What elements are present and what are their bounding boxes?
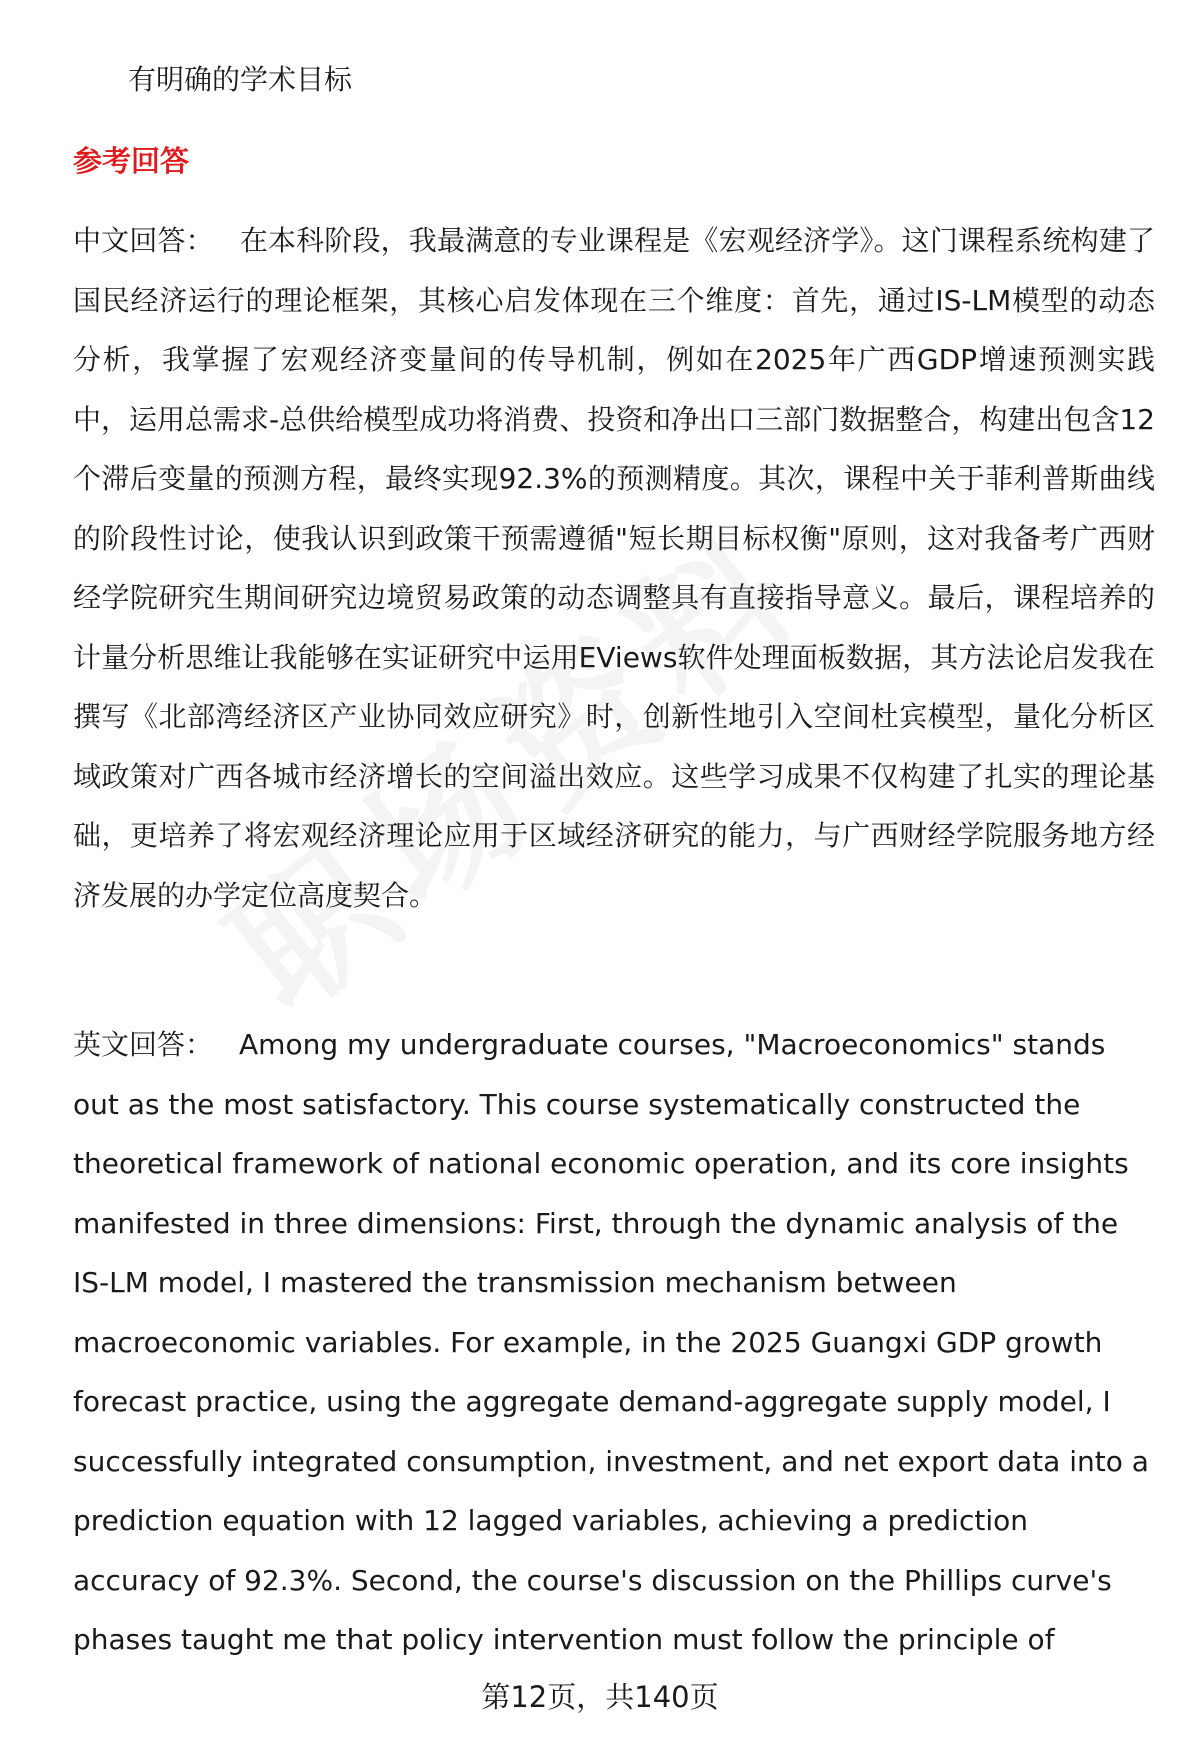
chinese-answer — [73, 211, 1155, 925]
intro-line: 有明确的学术目标 — [128, 63, 353, 96]
chinese-answer-label: 中文回答： — [73, 224, 214, 257]
english-answer — [73, 1015, 1155, 1655]
english-answer-label: 英文回答： — [73, 1028, 214, 1061]
page-number: 第12页，共140页 — [481, 1680, 719, 1714]
section-heading: 参考回答 — [73, 144, 190, 178]
chinese-answer-text: 在本科阶段，我最满意的专业课程是《宏观经济学》。这门课程系统构建了国民经济运行的理论框架，其核心启发体现在三个维度：首先，通过IS-LM模型的动态分析，我掌握了宏观经济变量间的传导机制，例如在2025年广西GDP增速预测实践中，运用总需求-总供给模型成功将消费、投资和净出口三部门数据整合，构建出包含12个滞后变量的预测方程，最终实现92.3%的预测精度。其次，课程中关于菲利普斯曲线的阶段性讨论，使我认识到政策干预需遵循"短长期目标权衡"原则，这对我备考广西财经学院研究生期间研究边境贸易政策的动态调整具有直接指导意义。最后，课程培养的计量分析思维让我能够在实证研究中运用EViews软件处理面板数据，其方法论启发我在撰写《北部湾经济区产业协同效应研究》时，创新性地引入空间杜宾模型，量化分析区域政策对广西各城市经济增长的空间溢出效应。这些学习成果不仅构建了扎实的理论基础，更培养了将宏观经济理论应用于区域经济研究的能力，与广西财经学院服务地方经济发展的办学定位高度契合。 — [73, 224, 1155, 912]
english-answer-text: Among my undergraduate courses, "Macroeconomics" stands out as the most satisfactory. This course systematically constructed the theoretical framework of national economic operation, and its core insights manifested in three dimensions: First, through the dynamic analysis of the IS-LM model, I mastered the transmission mechanism between macroeconomic variables. For example, in the 2025 Guangxi GDP growth forecast practice, using the aggregate demand-aggregate supply model, I successfully integrated consumption, investment, and net export data into a prediction equation with 12 lagged variables, achieving a prediction accuracy of 92.3%. Second, the course's discussion on the Phillips curve's phases taught me that policy intervention must follow the principle of — [73, 1028, 1149, 1655]
